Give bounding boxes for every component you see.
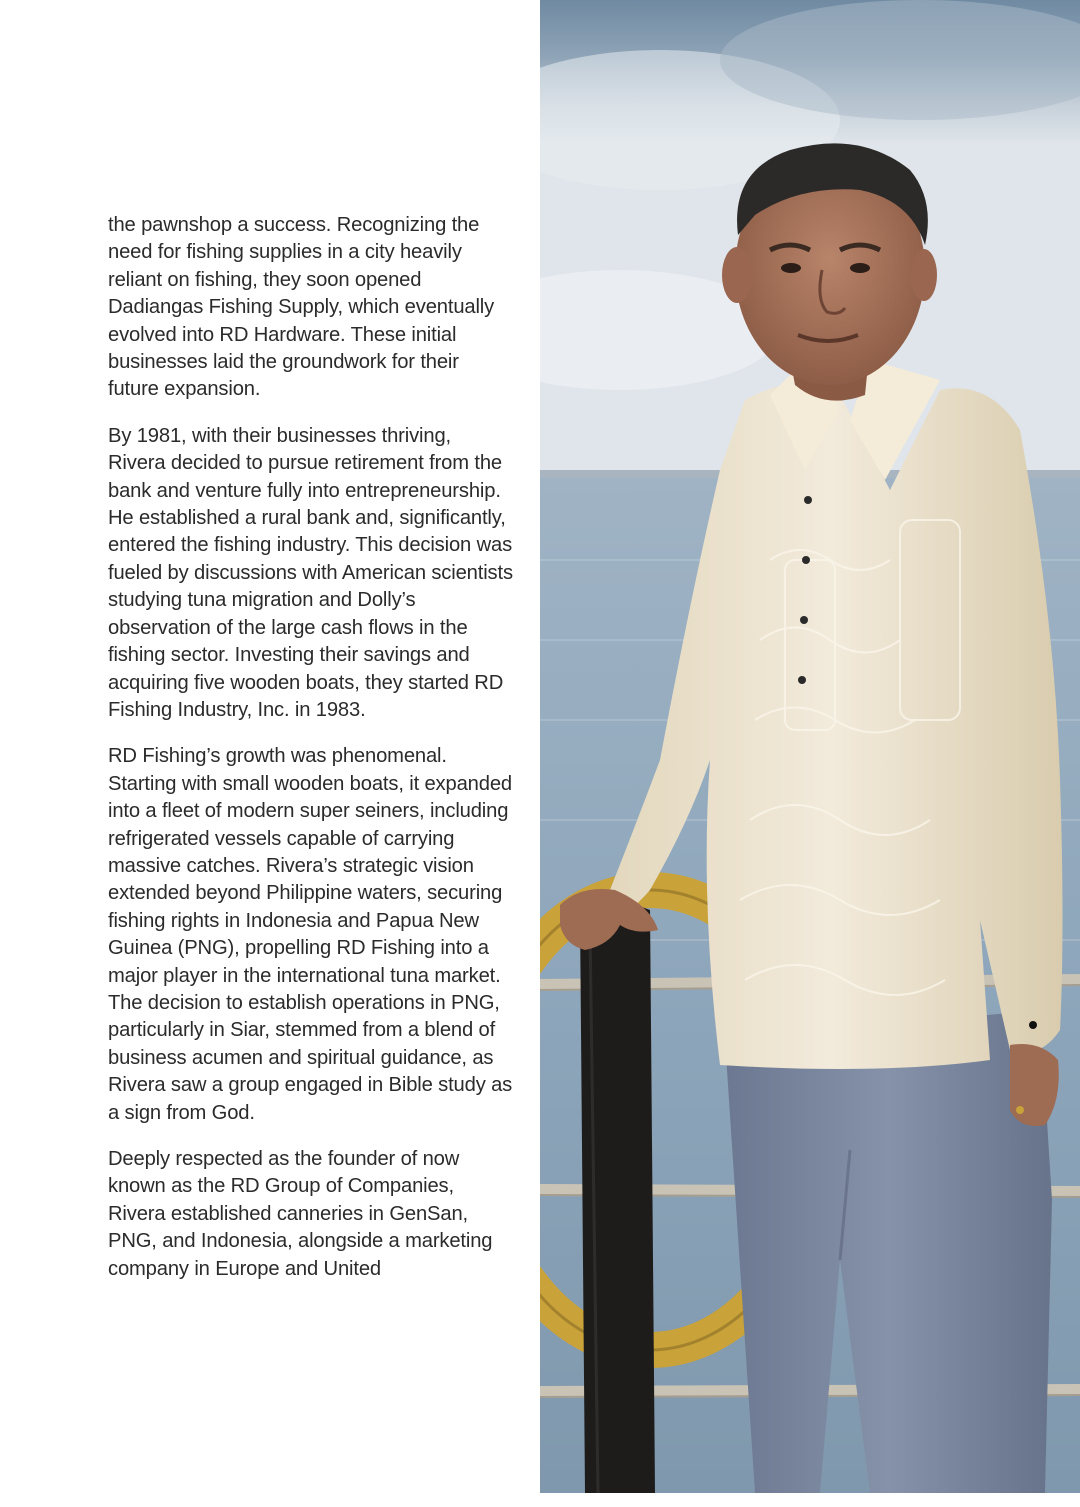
article-text — [108, 212, 513, 1302]
paragraph-4: Deeply respected as the founder of now known as the RD Group of Companies, Rivera established canneries in GenSan, PNG, and Indonesia, alongside a marketing company in Europe and United — [108, 1148, 493, 1280]
paragraph-3: RD Fishing’s growth was phenomenal. Starting with small wooden boats, it expanded into a fleet of modern super seiners, including refrigerated vessels capable of carrying massive catches. Rivera’s strategic vision extended beyond Philippine waters, securing fishing rights in Indonesia and Papua New Guinea (PNG), propelling RD Fishing into a major player in the international tuna market. The decision to establish operations in PNG, particularly in Siar, stemmed from a blend of business acumen and spiritual guidance, as Rivera saw a group engaged in Bible study as a sign from God. — [108, 745, 513, 1124]
paragraph-2: By 1981, with their businesses thriving, Rivera decided to pursue retirement from the bank and venture fully into entrepreneurship. He established a rural bank and, significantly, entered the fishing industry. This decision was fueled by discussions with American scientists studying tuna migration and Dolly’s observation of the large cash flows in the fishing sector. Investing their savings and acquiring five wooden boats, they started RD Fishing Industry, Inc. in 1983. — [108, 424, 513, 721]
portrait-photo — [540, 0, 1080, 1493]
portrait-photo-icon — [540, 0, 1080, 1493]
paragraph-1: the pawnshop a success. Recognizing the need for fishing supplies in a city heavily reliant on fishing, they soon opened Dadiangas Fishing Supply, which eventually evolved into RD Hardware. These initial businesses laid the groundwork for their future expansion. — [108, 214, 495, 401]
